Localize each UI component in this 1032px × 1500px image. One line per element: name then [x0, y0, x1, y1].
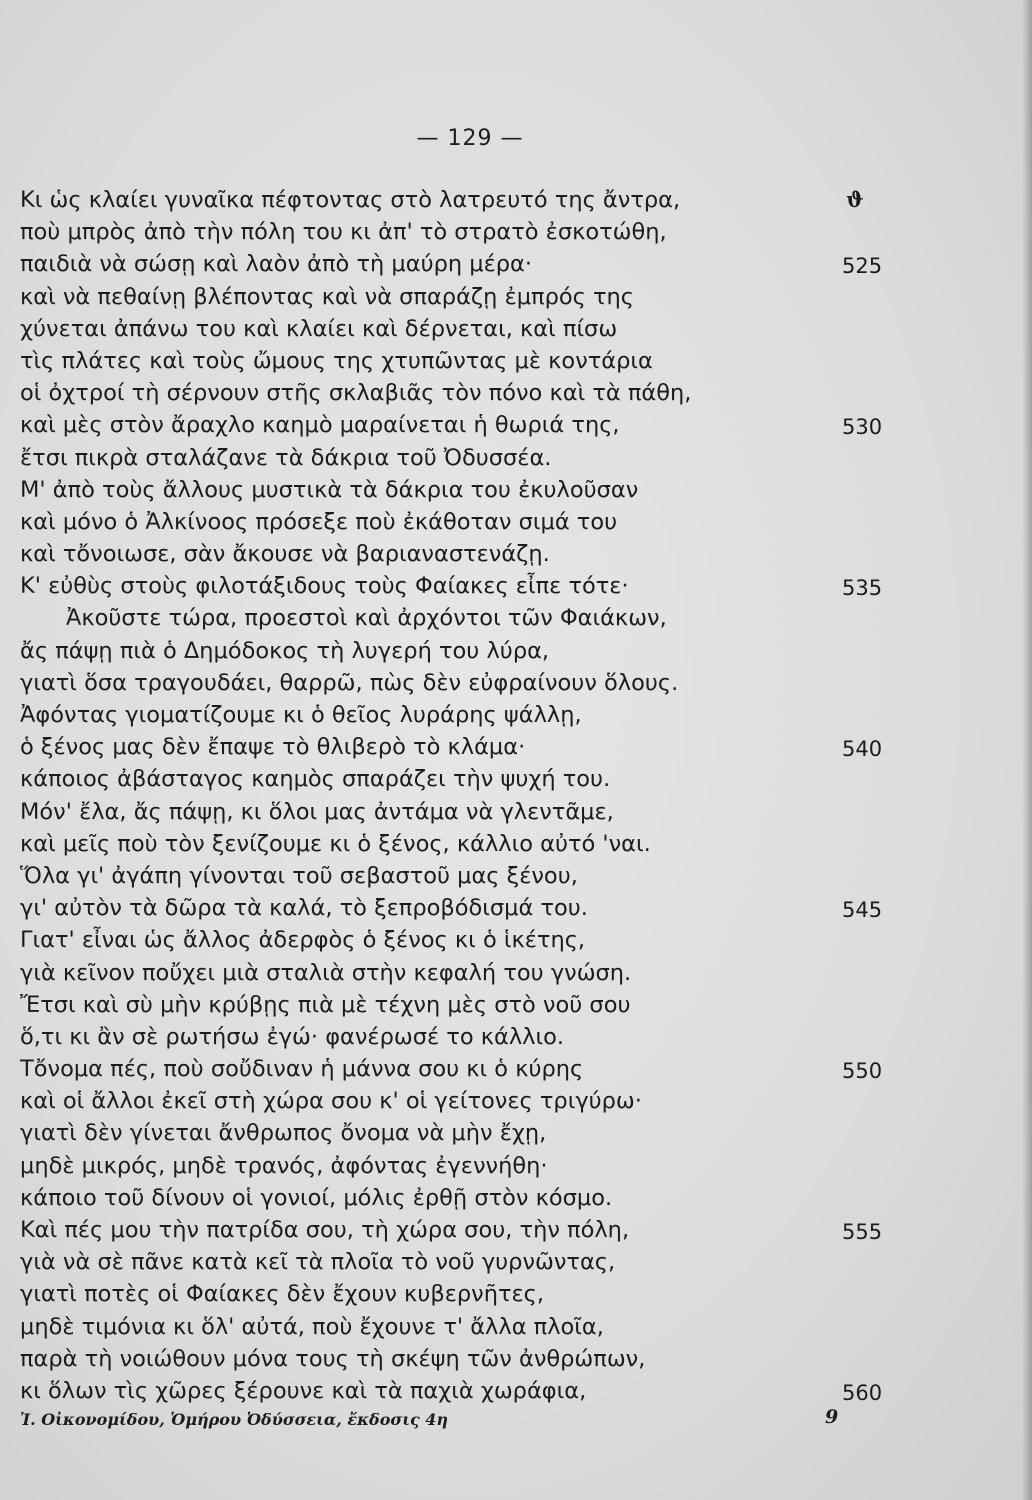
verse-line — [20, 860, 840, 892]
line-number: 545 — [842, 898, 883, 923]
verse-text: κάποιο τοῦ δίνουν οἱ γονιοί, μόλις ἐρθῇ στὸν κόσμο. — [20, 1184, 613, 1211]
verse-text: τὶς πλάτες καὶ τοὺς ὤμους της χτυπῶντας μὲ κοντάρια — [20, 347, 653, 374]
line-number: 550 — [842, 1059, 883, 1084]
verse-text: Ὅλα γι' ἀγάπη γίνονται τοῦ σεβαστοῦ μας ξένου, — [20, 862, 578, 889]
verse-line — [20, 924, 840, 956]
verse-line — [20, 731, 883, 763]
verse-text: Ἀκοῦστε τώρα, προεστοὶ καὶ ἀρχόντοι τῶν Φαιάκων, — [66, 605, 667, 632]
footer-credit: Ἰ. Οἰκονομίδου, Ὁμήρου Ὀδύσσεια, ἔκδοσις 4η — [20, 1410, 449, 1429]
verse-line — [20, 442, 840, 474]
verse-line — [20, 216, 840, 248]
verse-text: καὶ μὲς στὸν ἄραχλο καημὸ μαραίνεται ἡ θωριά της, — [20, 412, 620, 439]
verse-text: χύνεται ἀπάνω του καὶ κλαίει καὶ δέρνεται, καὶ πίσω — [20, 315, 618, 342]
verse-line — [20, 828, 840, 860]
verse-text: γιατὶ ὅσα τραγουδάει, θαρρῶ, πὼς δὲν εὐφραίνουν ὅλους. — [20, 669, 679, 696]
verse-line — [20, 957, 840, 989]
verse-text: Τὄνομα πές, ποὺ σοὔδιναν ἡ μάννα σου κι ὁ κύρης — [20, 1056, 584, 1083]
verse-text: παρὰ τὴ νοιώθουν μόνα τους τὴ σκέψη τῶν ἀνθρώπων, — [20, 1345, 646, 1372]
verse-text: Καὶ πές μου τὴν πατρίδα σου, τὴ χώρα σου, τὴν πόλη, — [20, 1217, 630, 1243]
verse-text: γιὰ κεῖνον ποὔχει μιὰ σταλιὰ στὴν κεφαλή του γνώση. — [20, 959, 632, 986]
verse-line — [20, 763, 840, 795]
verse-text: γιατὶ ποτὲς οἱ Φαίακες δὲν ἔχουν κυβερνῆτες, — [20, 1281, 545, 1308]
verse-text: μηδὲ τιμόνια κι ὅλ' αὐτά, ποὺ ἔχουνε τ' ἄλλα πλοῖα, — [20, 1313, 604, 1340]
page-number: — 129 — — [416, 126, 524, 151]
verse-text: Μ' ἀπὸ τοὺς ἄλλους μυστικὰ τὰ δάκρια του ἐκυλοῦσαν — [20, 476, 639, 503]
signature-mark: 9 — [825, 1406, 839, 1428]
verse-text: Γιατ' εἶναι ὡς ἄλλος ἀδερφὸς ὁ ξένος κι ὁ ἱκέτης, — [20, 927, 586, 954]
verse-line — [20, 313, 840, 345]
verse-line — [20, 699, 840, 731]
verse-text: καὶ τὄνοιωσε, σὰν ἄκουσε νὰ βαριαναστενάζῃ. — [20, 541, 550, 568]
line-number: 525 — [842, 254, 883, 279]
verse-text: οἱ ὀχτροί τὴ σέρνουν στῆς σκλαβιᾶς τὸν πόνο καὶ τὰ πάθη, — [20, 380, 692, 407]
verse-text: καὶ μόνο ὁ Ἀλκίνοος πρόσεξε ποὺ ἐκάθοταν σιμά του — [20, 508, 618, 535]
verse-text: ποὺ μπρὸς ἀπὸ τὴν πόλη του κι ἀπ' τὸ στρατὸ ἐσκοτώθη, — [20, 219, 667, 246]
verse-line — [20, 1278, 840, 1310]
verse-block — [20, 184, 883, 1407]
verse-text: καὶ μεῖς ποὺ τὸν ξενίζουμε κι ὁ ξένος, κάλλιο αὐτό 'ναι. — [20, 830, 651, 857]
verse-text: γιὰ νὰ σὲ πᾶνε κατὰ κεῖ τὰ πλοῖα τὸ νοῦ γυρνῶντας, — [20, 1249, 616, 1276]
verse-line — [20, 1053, 883, 1085]
verse-line — [20, 635, 840, 667]
page-footer — [20, 1406, 860, 1436]
verse-line — [20, 1021, 840, 1053]
verse-line — [20, 1117, 840, 1149]
verse-text: παιδιὰ νὰ σώσῃ καὶ λαὸν ἀπὸ τὴ μαύρη μέρα· — [20, 251, 533, 278]
verse-text: ἄς πάψῃ πιὰ ὁ Δημόδοκος τὴ λυγερή του λύρα, — [20, 637, 550, 664]
verse-line — [20, 184, 864, 216]
verse-text: γιατὶ δὲν γίνεται ἄνθρωπος ὄνομα νὰ μὴν ἔχῃ, — [20, 1120, 547, 1147]
verse-text: καὶ οἱ ἄλλοι ἐκεῖ στὴ χώρα σου κ' οἱ γείτονες τριγύρω· — [20, 1088, 642, 1115]
verse-text: μηδὲ μικρός, μηδὲ τρανός, ἀφόντας ἐγεννήθη· — [20, 1152, 548, 1179]
verse-line — [20, 1246, 840, 1278]
line-number: 540 — [842, 737, 883, 762]
verse-text: Κι ὡς κλαίει γυναῖκα πέφτοντας στὸ λατρευτό της ἄντρα, — [20, 187, 681, 213]
verse-line — [20, 1375, 883, 1407]
verse-text: γι' αὐτὸν τὰ δῶρα τὰ καλά, τὸ ξεπροβόδισμά του. — [20, 895, 588, 922]
verse-line — [20, 1311, 840, 1343]
margin-note: ϑ — [846, 187, 864, 212]
verse-text: ἔτσι πικρὰ σταλάζανε τὰ δάκρια τοῦ Ὀδυσσέα. — [20, 444, 552, 471]
verse-line — [20, 667, 840, 699]
line-number: 530 — [842, 415, 883, 440]
verse-line — [20, 248, 883, 280]
verse-line — [20, 506, 840, 538]
line-number: 535 — [842, 576, 883, 601]
verse-line — [20, 1182, 840, 1214]
verse-line — [20, 474, 840, 506]
verse-text: κάποιος ἀβάσταγος καημὸς σπαράζει τὴν ψυχή του. — [20, 766, 611, 793]
verse-text: Μόν' ἔλα, ἄς πάψῃ, κι ὅλοι μας ἀντάμα νὰ γλεντᾶμε, — [20, 798, 614, 825]
verse-line — [20, 377, 840, 409]
verse-line — [20, 602, 840, 634]
line-number: 555 — [842, 1220, 883, 1244]
verse-line — [20, 281, 840, 313]
verse-text: καὶ νὰ πεθαίνῃ βλέποντας καὶ νὰ σπαράζῃ ἐμπρός της — [20, 283, 635, 310]
verse-text: Ἔτσι καὶ σὺ μὴν κρύβῃς πιὰ μὲ τέχνη μὲς στὸ νοῦ σου — [20, 991, 631, 1018]
page-edge-shadow — [1022, 0, 1032, 1500]
verse-text: Κ' εὐθὺς στοὺς φιλοτάξιδους τοὺς Φαίακες εἶπε τότε· — [20, 573, 629, 600]
verse-line — [20, 1150, 840, 1182]
verse-line — [20, 570, 883, 602]
verse-text: κι ὅλων τὶς χῶρες ξέρουνε καὶ τὰ παχιὰ χωράφια, — [20, 1377, 587, 1404]
verse-line — [20, 1085, 840, 1117]
verse-text: Ἀφόντας γιοματίζουμε κι ὁ θεῖος λυράρης ψάλλῃ, — [20, 702, 582, 728]
line-number: 560 — [842, 1380, 883, 1405]
verse-line — [20, 345, 840, 377]
verse-line — [20, 409, 883, 441]
verse-line — [20, 1214, 883, 1246]
verse-text: ὁ ξένος μας δὲν ἔπαψε τὸ θλιβερὸ τὸ κλάμα· — [20, 734, 526, 761]
verse-line — [20, 1343, 840, 1375]
verse-line — [20, 892, 883, 924]
verse-line — [20, 538, 840, 570]
verse-text: ὅ,τι κι ἂν σὲ ρωτήσω ἐγώ· φανέρωσέ το κάλλιο. — [20, 1023, 565, 1050]
verse-line — [20, 796, 840, 828]
verse-line — [20, 989, 840, 1021]
